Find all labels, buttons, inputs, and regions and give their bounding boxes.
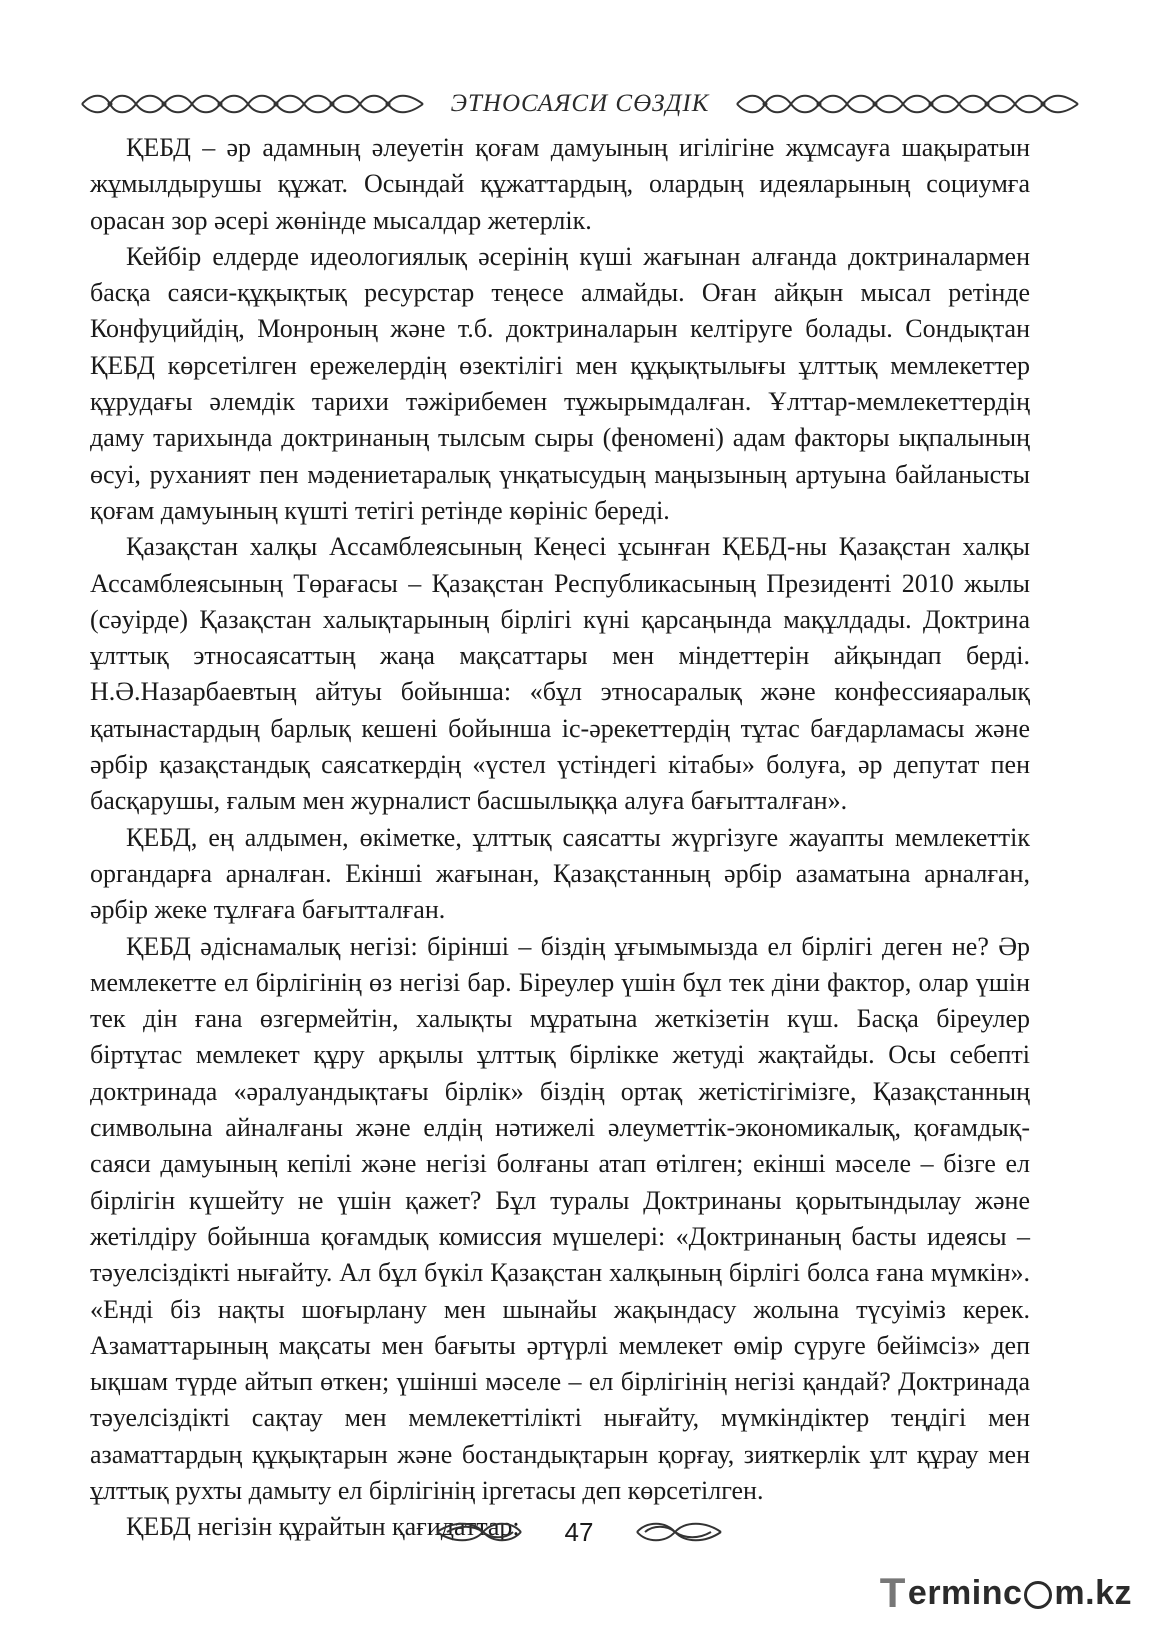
- page-header: [80, 84, 1080, 124]
- paragraph: ҚЕБД негізін құрайтын қағидаттар:: [126, 1512, 520, 1542]
- paragraph: ҚЕБД, ең алдымен, өкіметке, ұлттық саясатты жүргізуге жауапты мемлекеттік органдарға арналған. Екінші жағынан, Қазақстанның әрбір азаматына арналған, әрбір жеке тұлғаға бағытталған.: [90, 822, 1030, 925]
- running-title: ЭТНОСАЯСИ СӨЗДІК: [450, 90, 710, 117]
- ornament-band-icon: [735, 93, 1080, 115]
- paragraph: ҚЕБД әдіснамалық негізі: бірінші – біздің ұғымымызда ел бірлігі деген не? Әр мемлекетте ел бірлігінің өз негізі бар. Біреулер үшін бұл тек діни фактор, олар үшін тек дін ғана өзгермейтін, халықты мұратына жеткізетін күш. Басқа біреулер біртұтас мемлекет құру арқылы ұлттық бірлікке жетуді жақтайды. Осы себепті доктринада «әралуандықтағы бірлік» біздің ортақ жетістігімізге, Қазақстанның символына айналғаны және елдің нәтижелі әлеуметтік-экономикалық, қоғамдық-саяси дамуының кепілі және негізі болғаны атап өтілген; екінші мәселе – бізге ел бірлігін күшейту не үшін қажет? Бұл туралы Доктринаны қорытындылау және жетілдіру бойынша қоғамдық комиссия мүшелері: «Доктринаның басты идеясы – тәуелсіздікті нығайту. Ал бұл бүкіл Қазақстан халқының бірлігі болса ғана мүмкін». «Енді біз нақты шоғырлану мен шынайы жақындасу жолына түсуіміз керек. Азаматтарының мақсаты мен бағыты әртүрлі мемлекет өмір сүруге бейімсіз» деп ықшам түрде айтып өткен; үшінші мәселе – ел бірлігінің негізі қандай? Доктринада тәуелсіздікті сақтау мен мемлекеттілікті нығайту, мүмкіндіктер теңдігі мен азаматтардың құқықтарын және бостандықтарын қорғау, зияткерлік ұлт құрау мен ұлттық рухты дамыту ел бірлігінің іргетасы деп көрсетілген.: [90, 931, 1030, 1505]
- watermark-text-part1: erminc: [907, 1573, 1023, 1612]
- page-body: [90, 130, 1030, 1546]
- paragraph: ҚЕБД – әр адамның әлеуетін қоғам дамуының игілігіне жұмсауға шақыратын жұмылдырушы құжат. Осындай құжаттардың, олардың идеяларының социумға орасан зор әсері жөнінде мысалдар жетерлік.: [90, 133, 1030, 235]
- watermark-text-part2: m.kz: [1054, 1573, 1132, 1612]
- paragraph: Кейбір елдерде идеологиялық әсерінің күші жағынан алғанда доктриналармен басқа саяси-құқықтық ресурстар теңесе алмайды. Оған айқын мысал ретінде Конфуцийдің, Монроның және т.б. доктриналарын келтіруге болады. Сондықтан ҚЕБД көрсетілген ережелердің өзектілігі мен құқықтылығы ұлттық мемлекеттер құрудағы әлемдік тарихи тәжірибемен тұжырымдалған. Ұлттар-мемлекеттердің даму тарихында доктринаның тылсым сыры (феномені) адам факторы ықпалының өсуі, руханият пен мәдениетаралық үнқатысудың маңызының артуына байланысты қоғам дамуының күшті тетігі ретінде көрініс береді.: [90, 241, 1030, 525]
- page-footer: [0, 1512, 1158, 1552]
- watermark-letter: T: [879, 1569, 906, 1616]
- magnifier-icon: [1024, 1581, 1052, 1609]
- flourish-right-icon: [633, 1519, 725, 1545]
- site-watermark-logo: [880, 1571, 1132, 1615]
- paragraph: Қазақстан халқы Ассамблеясының Кеңесі ұсынған ҚЕБД-ны Қазақстан халқы Ассамблеясының Төрағасы – Қазақстан Республикасының Президенті 2010 жылы (сәуірде) Қазақстан халықтарының бірлігі күні қарсаңында мақұлдады. Доктрина ұлттық этносаясаттың жаңа мақсаттары мен міндеттерін айқындап берді. Н.Ә.Назарбаевтың айтуы бойынша: «бұл этносаралық және конфессияаралық қатынастардың барлық кешені бойынша іс-әрекеттердің тұтас бағдарламасы және әрбір қазақстандық саясаткердің «үстел үстіндегі кітабы» болуға, әр депутат пен басқарушы, ғалым мен журналист басшылыққа алуға бағытталған».: [90, 532, 1030, 816]
- ornament-band-icon: [80, 93, 425, 115]
- page-number: 47: [564, 1516, 594, 1547]
- flourish-left-icon: [433, 1519, 525, 1545]
